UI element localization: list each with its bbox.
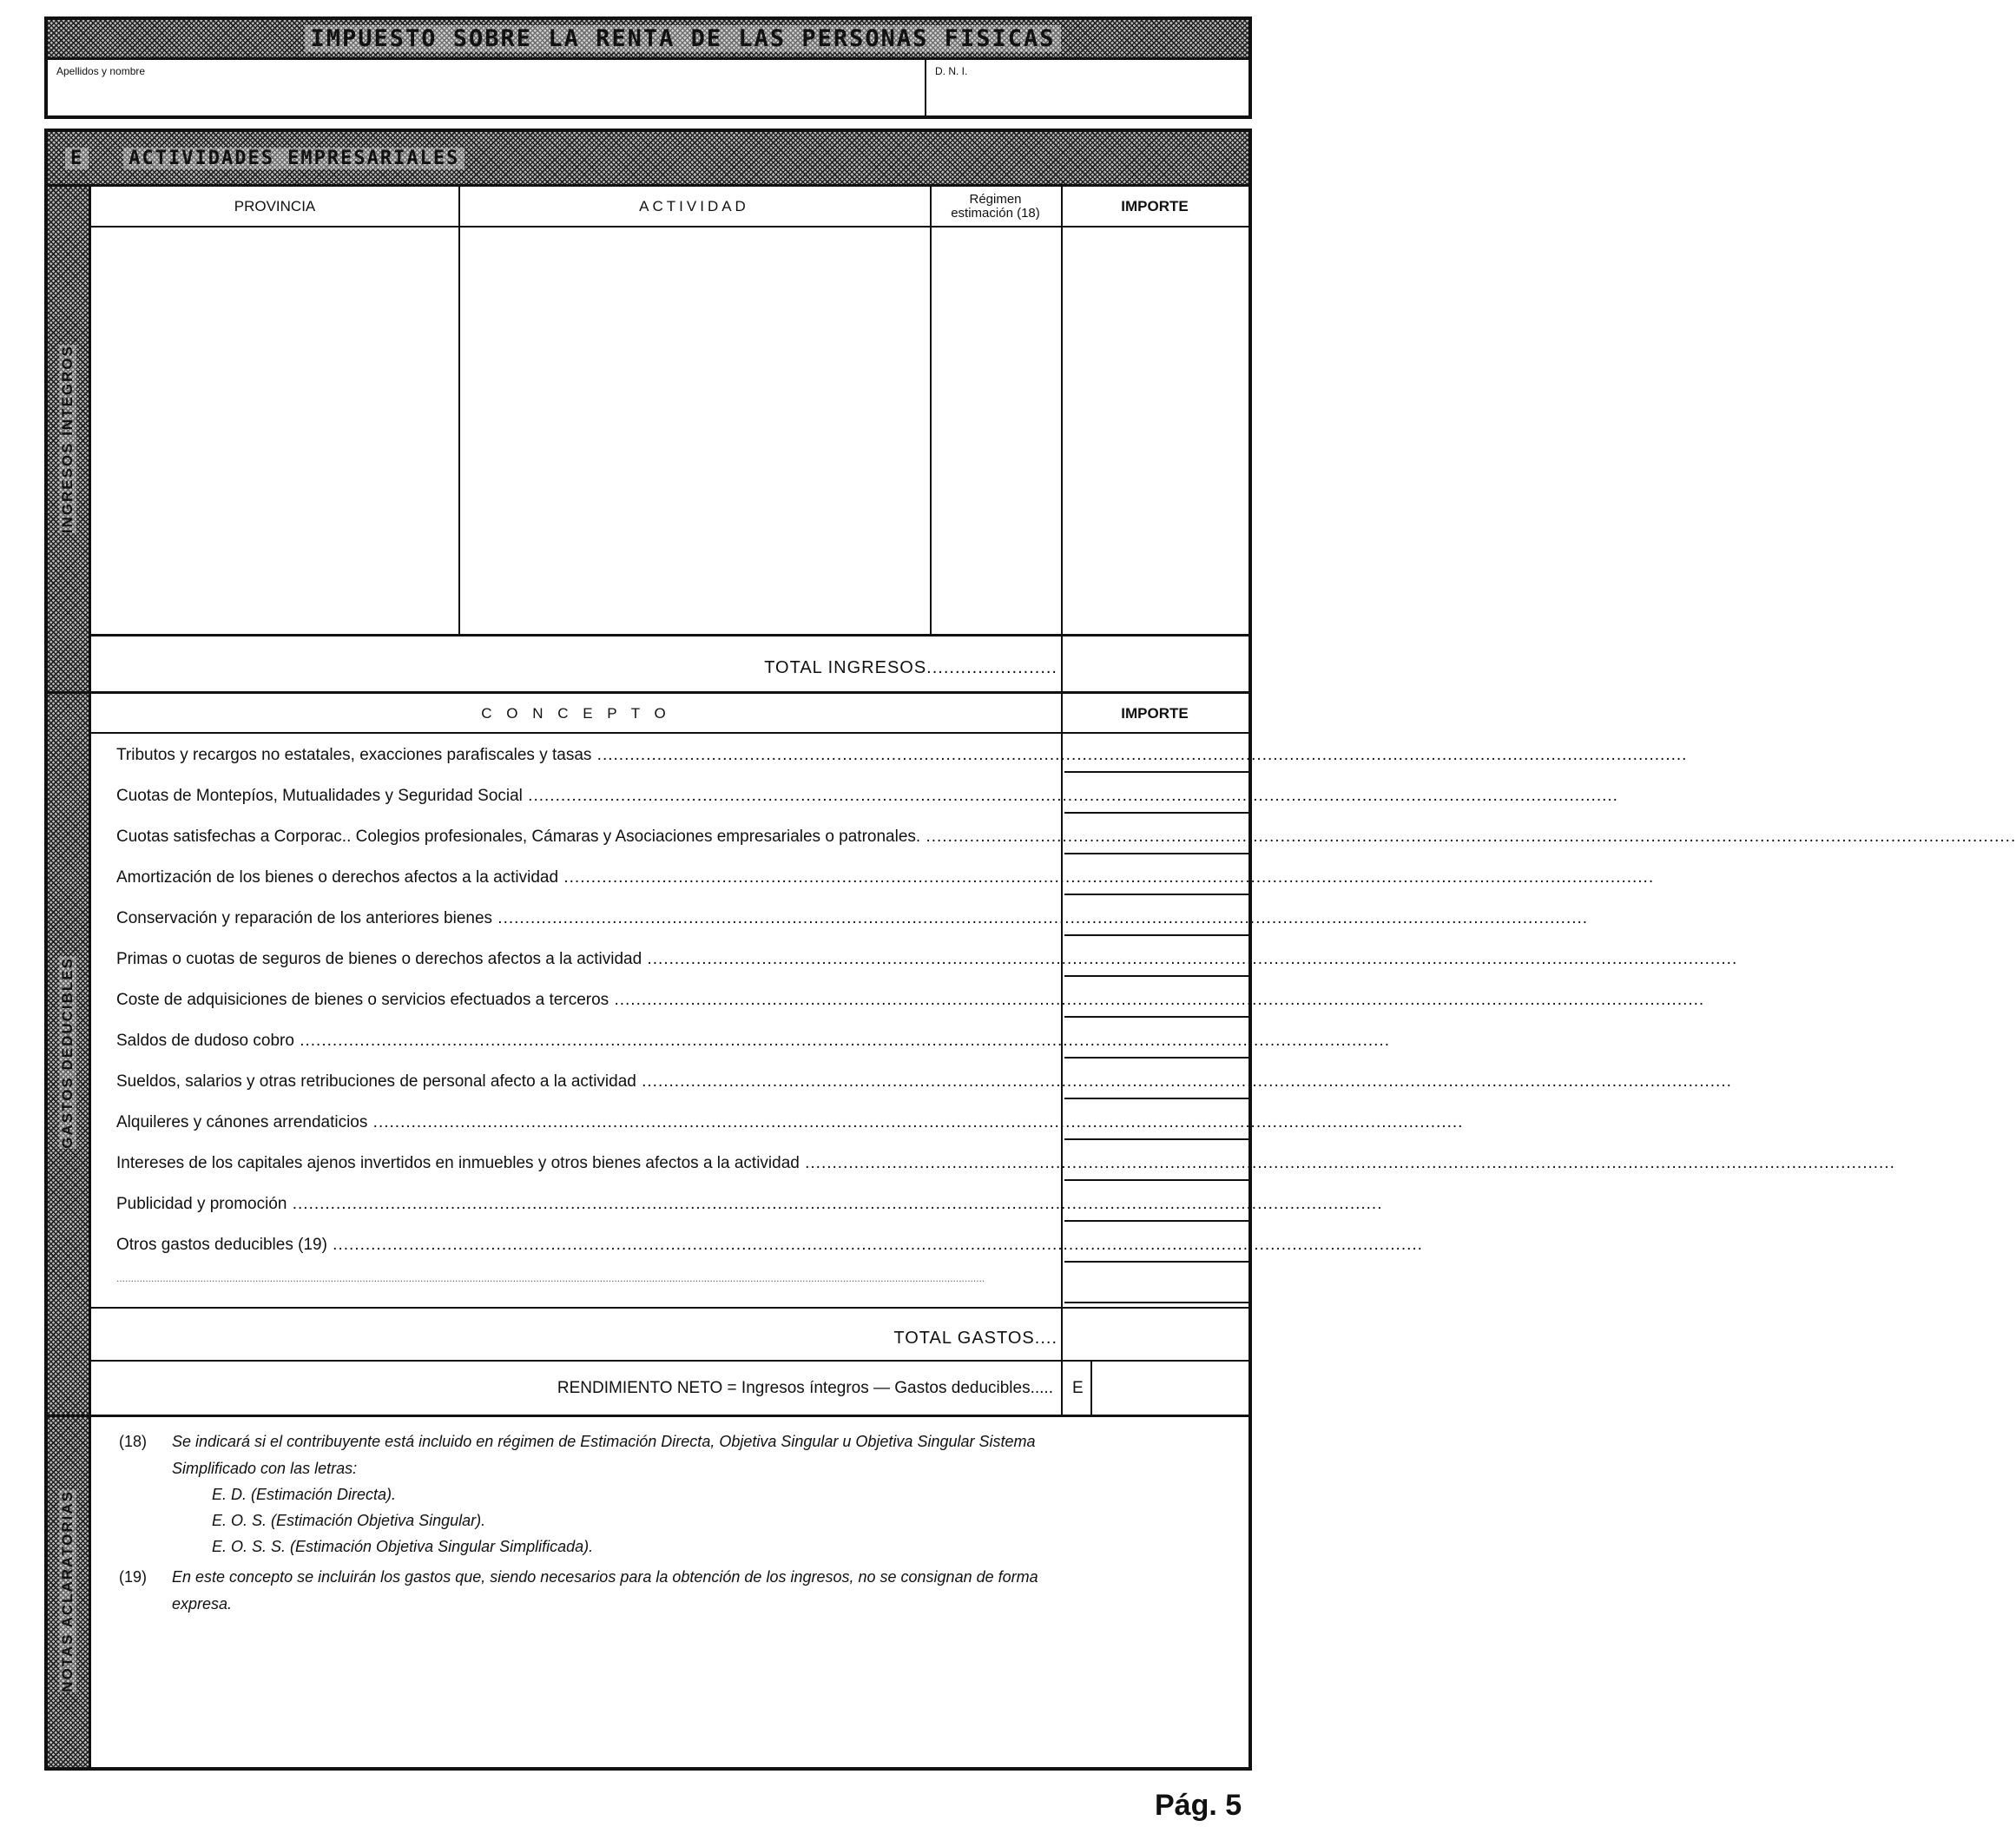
- expense-importe-input[interactable]: [1063, 939, 1248, 977]
- expense-row-label: Conservación y reparación de los anteriores bienes: [116, 909, 493, 927]
- col-provincia: PROVINCIA: [234, 198, 316, 214]
- expense-row-label: Alquileres y cánones arrendaticios: [116, 1113, 368, 1131]
- expense-row-label: Cuotas satisfechas a Corporac.. Colegios profesionales, Cámaras y Asociaciones empresariales o patronales.: [116, 828, 921, 846]
- expense-row: [116, 868, 1655, 887]
- expense-row-label: Tributos y recargos no estatales, exacciones parafiscales y tasas: [116, 746, 592, 764]
- expense-importe-input[interactable]: [1063, 816, 1248, 854]
- importe-line: [1064, 1220, 1248, 1222]
- section-title: ACTIVIDADES EMPRESARIALES: [123, 148, 464, 169]
- note-18-text: Se indicará si el contribuyente está incluido en régimen de Estimación Directa, Objetiva Singular u Objetiva Singular Sistema: [172, 1433, 1036, 1450]
- col-importe: IMPORTE: [1121, 198, 1189, 214]
- sidebar-ingresos: [44, 187, 91, 691]
- leader-dots: ........................................................................................................................................................................................................: [326, 1236, 1423, 1254]
- leader-dots: ........................................................................................................................................................................................................: [609, 991, 1705, 1009]
- importe-line: [1064, 1302, 1248, 1303]
- leader-dots: ........................................................................................................................................................................................................: [367, 1113, 1464, 1131]
- expense-row-label: Otros gastos deducibles (19): [116, 1236, 327, 1254]
- importe-line: [1064, 975, 1248, 977]
- expense-row: [116, 909, 1589, 928]
- actividad-input[interactable]: [460, 228, 930, 634]
- expense-row: [116, 991, 1705, 1010]
- leader-dots: ........................................................................................................................................................................................................: [920, 828, 2016, 846]
- dni-field[interactable]: [926, 60, 1248, 115]
- expense-row-label: Amortización de los bienes o derechos afectos a la actividad: [116, 868, 559, 887]
- note-18-text2: Simplificado con las letras:: [172, 1460, 358, 1477]
- expense-row: [116, 787, 1618, 806]
- expense-row: [116, 1195, 1383, 1214]
- expense-row: [116, 1072, 1732, 1092]
- total-gastos-label: TOTAL GASTOS....: [893, 1329, 1057, 1348]
- note-18-item: E. O. S. (Estimación Objetiva Singular).: [212, 1512, 486, 1529]
- expense-row-label: Cuotas de Montepíos, Mutualidades y Seguridad Social: [116, 787, 523, 805]
- leader-dots: ........................................................................................................................................................................................................: [636, 1072, 1732, 1091]
- col-actividad: ACTIVIDAD: [639, 198, 749, 214]
- name-field[interactable]: [48, 60, 925, 115]
- importe-line: [1064, 1057, 1248, 1059]
- importe-line: [1064, 812, 1248, 814]
- sidebar-gastos: [44, 691, 91, 1415]
- expense-row-label: Primas o cuotas de seguros de bienes o derechos afectos a la actividad: [116, 950, 642, 968]
- leader-dots: ........................................................................................................................................................................................................: [591, 746, 1688, 764]
- note-19-number: (19): [119, 1568, 148, 1586]
- note-18-item: E. O. S. S. (Estimación Objetiva Singular Simplificada).: [212, 1538, 594, 1555]
- expense-importe-input[interactable]: [1063, 1143, 1248, 1181]
- expense-importe-input[interactable]: [1063, 1102, 1248, 1140]
- dni-label: D. N. I.: [935, 65, 968, 77]
- sidebar-notas: [44, 1415, 91, 1767]
- expense-row-label: Coste de adquisiciones de bienes o servicios efectuados a terceros: [116, 991, 609, 1009]
- importe-line: [1064, 853, 1248, 854]
- title-band: [48, 20, 1248, 60]
- expense-importe-input[interactable]: [1063, 1224, 1248, 1263]
- regimen-input[interactable]: [932, 228, 1061, 634]
- leader-dots: ........................................................................................................................................................................................................: [287, 1195, 1383, 1213]
- rendimiento-label: RENDIMIENTO NETO = Ingresos íntegros — Gastos deducibles.....: [557, 1379, 1053, 1397]
- expense-row: [116, 1154, 1895, 1173]
- expense-row-label: Intereses de los capitales ajenos invertidos en inmuebles y otros bienes afectos a la actividad: [116, 1154, 800, 1172]
- expense-importe-input[interactable]: [1063, 898, 1248, 936]
- expense-importe-input[interactable]: [1063, 1184, 1248, 1222]
- rendimiento-box-label: E: [1072, 1379, 1084, 1397]
- expense-row-label: Publicidad y promoción: [116, 1195, 287, 1213]
- expense-row: [116, 746, 1688, 765]
- leader-dots: ........................................................................................................................................................................................................: [522, 787, 1618, 805]
- leader-dots: ........................................................................................................................................................................................................: [293, 1032, 1390, 1050]
- expense-importe-input[interactable]: [1063, 735, 1248, 773]
- leader-dots: ........................................................................................................................................................................................................: [642, 950, 1738, 968]
- expense-row: [116, 1113, 1464, 1132]
- sidebar-gastos-label: GASTOS DEDUCIBLES: [59, 957, 76, 1149]
- blank-row: ............................................................................................................................................................................................................................................................................................................: [116, 1272, 985, 1284]
- importe-ingresos-input[interactable]: [1063, 228, 1248, 634]
- expense-row: [116, 1032, 1390, 1051]
- leader-dots: ........................................................................................................................................................................................................: [492, 909, 1589, 927]
- total-gastos-input[interactable]: [1063, 1309, 1248, 1360]
- sidebar-ingresos-label: INGRESOS ÍNTEGROS: [59, 344, 76, 534]
- name-label: Apellidos y nombre: [56, 65, 146, 77]
- expense-importe-input[interactable]: [1063, 775, 1248, 814]
- expense-importe-input[interactable]: [1063, 979, 1248, 1018]
- note-18-item: E. D. (Estimación Directa).: [212, 1486, 397, 1503]
- importe-line: [1064, 771, 1248, 773]
- section-number: E: [65, 148, 89, 169]
- expense-row: [116, 1236, 1423, 1255]
- importe-line: [1064, 1261, 1248, 1263]
- importe-line: [1064, 1098, 1248, 1099]
- expense-row: [116, 828, 2016, 847]
- leader-dots: ........................................................................................................................................................................................................: [558, 868, 1655, 887]
- expense-row-label: Saldos de dudoso cobro: [116, 1032, 294, 1050]
- form-title: IMPUESTO SOBRE LA RENTA DE LAS PERSONAS FISICAS: [305, 25, 1060, 52]
- col-regimen: Régimen estimación (18): [951, 192, 1040, 221]
- note-18-number: (18): [119, 1433, 148, 1450]
- concepto-header: C O N C E P T O: [481, 704, 671, 722]
- total-ingresos-input[interactable]: [1063, 636, 1248, 691]
- leader-dots: ........................................................................................................................................................................................................: [799, 1154, 1895, 1172]
- expense-row: [116, 950, 1738, 969]
- rendimiento-input[interactable]: [1092, 1362, 1248, 1415]
- expense-importe-input[interactable]: [1063, 857, 1248, 895]
- importe-line: [1064, 1138, 1248, 1140]
- page-number: Pág. 5: [1155, 1789, 1242, 1822]
- header-box: [44, 16, 1252, 119]
- expense-importe-input[interactable]: [1063, 1061, 1248, 1099]
- note-19-text: En este concepto se incluirán los gastos que, siendo necesarios para la obtención de los ingresos, no se consignan de forma: [172, 1568, 1038, 1586]
- provincia-input[interactable]: [91, 228, 458, 634]
- note-19-text2: expresa.: [172, 1595, 233, 1613]
- expense-importe-input[interactable]: [1063, 1020, 1248, 1059]
- importe-line: [1064, 894, 1248, 895]
- importe-line: [1064, 1016, 1248, 1018]
- importe-line: [1064, 934, 1248, 936]
- section-band: [48, 132, 1248, 187]
- expense-row-label: Sueldos, salarios y otras retribuciones de personal afecto a la actividad: [116, 1072, 636, 1091]
- sidebar-notas-label: NOTAS ACLARATORIAS: [59, 1489, 76, 1692]
- importe-gastos-header: IMPORTE: [1121, 704, 1189, 722]
- total-ingresos-label: TOTAL INGRESOS.......................: [764, 658, 1057, 677]
- importe-line: [1064, 1179, 1248, 1181]
